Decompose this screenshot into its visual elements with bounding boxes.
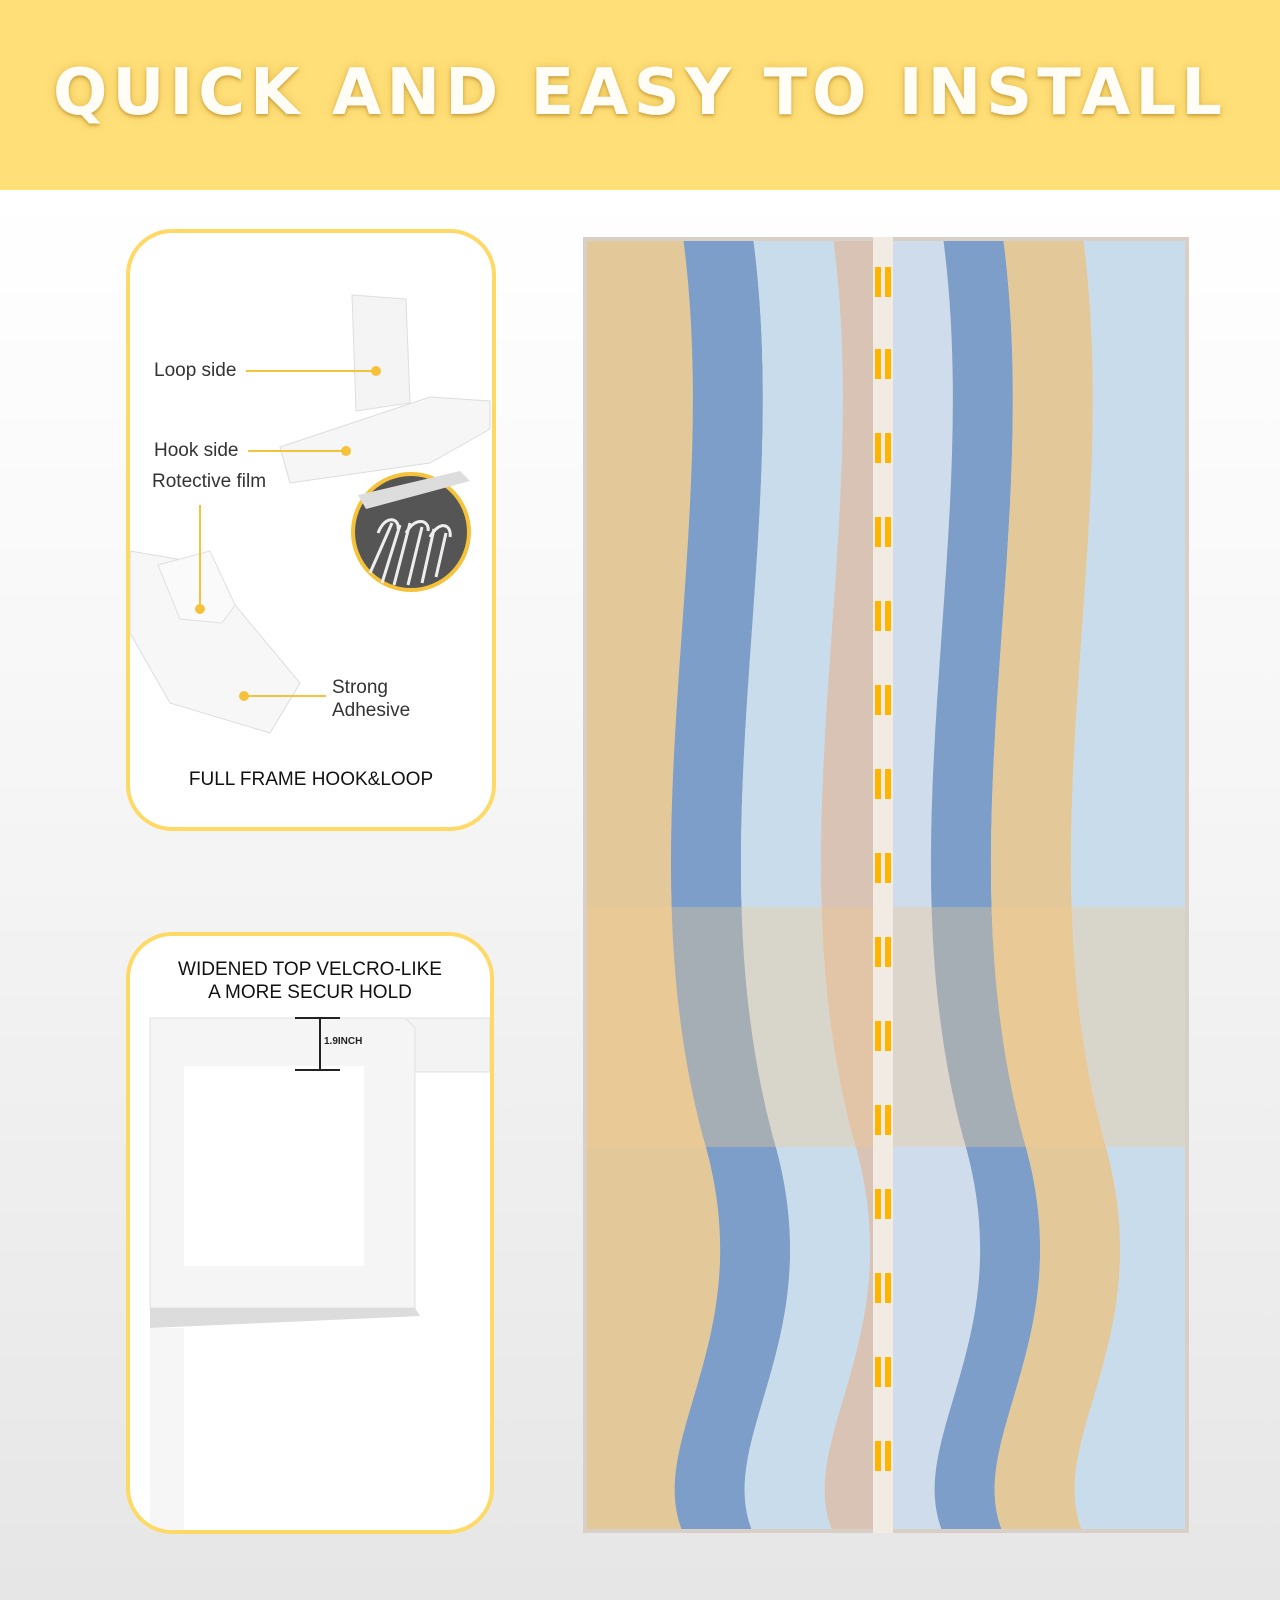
magnetic-screen-curtain [583,237,1189,1533]
adhesive-label: Adhesive [332,700,411,721]
velcro-card [126,932,494,1534]
hook-side-label: Hook side [154,440,239,461]
width-dimension-label: 1.9INCH [324,1036,363,1047]
header-banner [0,0,1280,190]
curtain-wave-pattern [583,237,1189,1533]
protective-film-label: Rotective film [152,471,267,492]
banner-title: QUICK AND EASY TO INSTALL [52,56,1228,130]
strong-label: Strong [332,677,388,698]
velcro-caption-line1: WIDENED TOP VELCRO-LIKE [178,959,442,980]
hook-loop-card [126,229,496,831]
velcro-frame-illustration [130,936,490,1530]
loop-side-label: Loop side [154,360,237,381]
hook-loop-caption: FULL FRAME HOOK&LOOP [188,769,434,790]
velcro-caption-line2: A MORE SECUR HOLD [208,982,412,1003]
hook-loop-illustration [130,233,492,827]
